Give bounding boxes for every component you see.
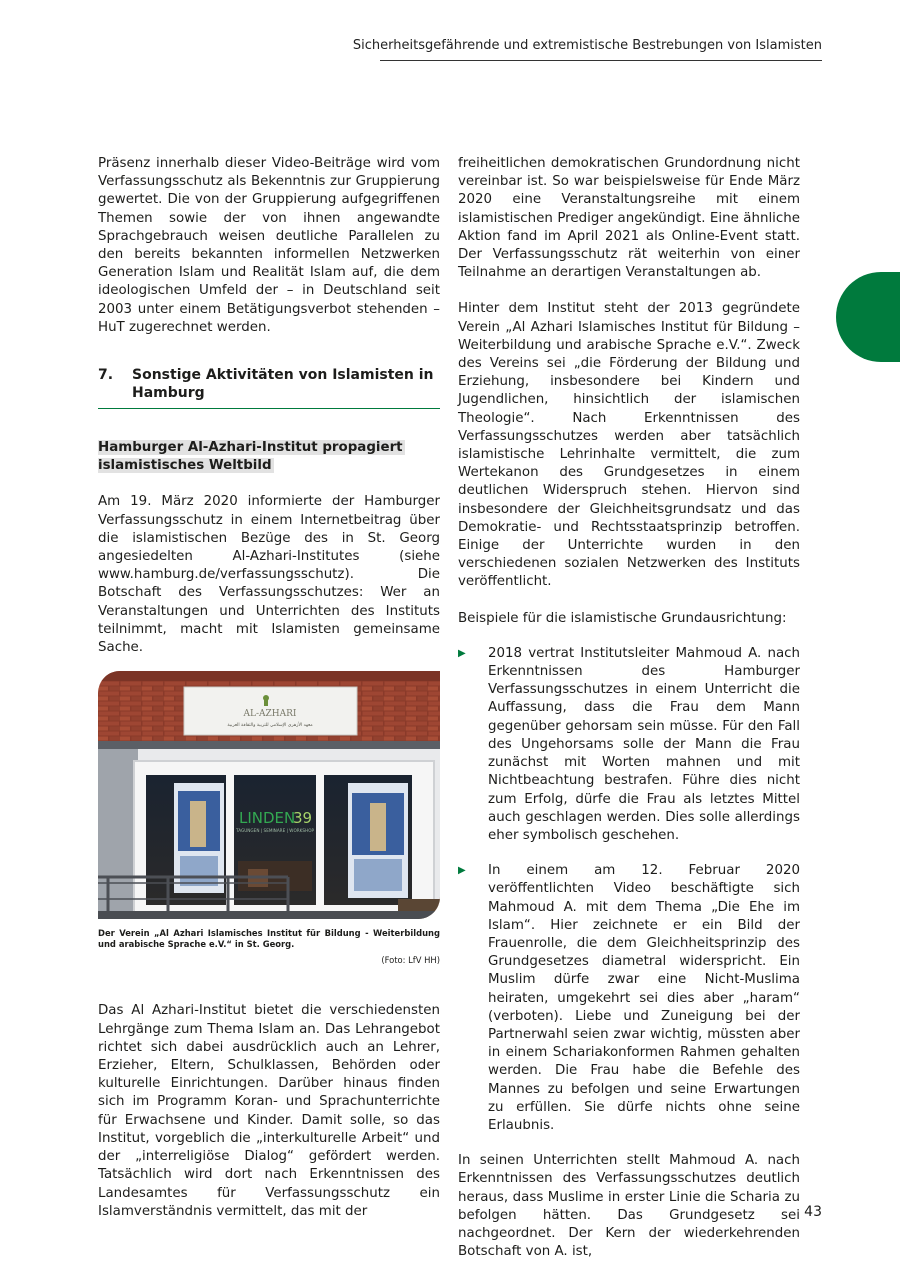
section-title: Sonstige Aktivitäten von Islamisten in Hamburg — [132, 367, 434, 402]
right-paragraph-3: In seinen Unterrichten stellt Mahmoud A. nach Erkenntnissen des Verfassungsschutzes deutlich heraus, dass Muslime in erster Linie die Scharia zu befolgen hätten. Das Grundgesetz sei nachgeordnet. Der Kern der wiederkehrenden Botschaft von A. ist, — [458, 1153, 800, 1260]
subheading — [98, 439, 440, 475]
section-heading — [98, 366, 440, 402]
window-logo-number: 39 — [293, 809, 313, 828]
examples-list — [458, 645, 800, 1135]
triangle-bullet-icon: ▶ — [458, 865, 466, 877]
photo-credit: (Foto: LfV HH) — [381, 955, 440, 966]
photo-caption: Der Verein „Al Azhari Islamisches Institut für Bildung - Weiterbildung und arabische Sprache e.V.“ in St. Georg. — [98, 928, 440, 949]
window-subtitle: TAGUNGEN | SEMINARE | WORKSHOP — [235, 828, 315, 834]
examples-intro: Beispiele für die islamistische Grundausrichtung: — [458, 610, 787, 626]
right-paragraph-1: freiheitlichen demokratischen Grundordnung nicht vereinbar ist. So war beispielsweise für Ende März 2020 eine Veranstaltungsreihe mit einem islamistischen Prediger angekündigt. Eine ähnliche Aktion fand im April 2021 als Online-Event statt. Der Verfassungsschutz rät weiterhin von einer Teilnahme an derartigen Veranstaltungen ab. — [458, 156, 800, 281]
bullet-text: In einem am 12. Februar 2020 veröffentlichten Video beschäftigte sich Mahmoud A. mit dem Thema „Die Ehe im Islam“. Hier zeichnete er ein Bild der Frauenrolle, die dem Gleichheitsprinzip des Grundgesetzes diametral widerspricht. Ein Muslim dürfe zwar eine Nicht-Muslima heiraten, umgekehrt sei dies aber „haram“ (verboten). Liebe und Zuneigung bei der Partnerwahl seien zwar wichtig, müssten aber in einem Schariakonformen Rahmen gehalten werden. Die Frau habe die Befehle des Mannes zu befolgen und seine Erwartungen zu erfüllen. Sie dürfe nichts ohne seine Erlaubnis. — [488, 863, 800, 1133]
page-number: 43 — [804, 1204, 822, 1220]
header-rule — [380, 60, 822, 61]
window-logo: LINDEN — [239, 809, 296, 828]
right-column — [458, 155, 800, 1261]
list-item — [458, 862, 800, 1135]
intro-paragraph: Präsenz innerhalb dieser Video-Beiträge wird vom Verfassungsschutz als Bekenntnis zur Gruppierung gewertet. Die von der Gruppierung aufgegriffenen Themen sowie der von ihnen angewandte Sprachgebrauch weisen deutliche Parallelen zu den bereits bekannten informellen Netzwerken Generation Islam und Realität Islam auf, die dem ideologischen Umfeld der – in Deutschland seit 2003 unter einem Betätigungsverbot stehenden – HuT zugerechnet werden. — [98, 156, 440, 335]
institute-photo — [98, 671, 440, 919]
left-column — [98, 155, 440, 1221]
banner-arabic: معهد الأزهري الإسلامي للتربية والثقافة العربية — [227, 723, 313, 729]
section-rule — [98, 408, 440, 409]
right-paragraph-2: Hinter dem Institut steht der 2013 gegründete Verein „Al Azhari Islamisches Institut für Bildung – Weiterbildung und arabische Sprache e.V.“. Zweck des Vereins sei „die Förderung der Bildung und Erziehung, insbesondere bei Kindern und Jugendlichen, hinsichtlich der islamischen Theologie“. Nach Erkenntnissen des Verfassungsschutzes werden aber tatsächlich islamistische Lehrinhalte vermittelt, die zum Wertekanon des Grundgesetzes in einem deutlichen Widerspruch stehen. Hiervon sind insbesondere der Gleichheitsgrundsatz und das Demokratie- und Rechtsstaatsprinzip betroffen. Einige der Unterrichte wurden in den verschiedenen sozialen Netzwerken des Instituts veröffentlicht. — [458, 301, 800, 590]
list-item — [458, 645, 800, 845]
running-head: Sicherheitsgefährende und extremistische Bestrebungen von Islamisten — [352, 38, 822, 53]
paragraph-2: Am 19. März 2020 informierte der Hamburger Verfassungsschutz in einem Internetbeitrag über die islamistischen Bezüge des in St. Georg angesiedelten Al-Azhari-Institutes (siehe www.hamburg.de/verfassungsschutz). Die Botschaft des Verfassungsschutzes: Wer an Veranstaltungen und Unterrichten des Instituts teilnimmt, macht mit Islamisten gemeinsame Sache. — [98, 494, 440, 656]
paragraph-3: Das Al Azhari-Institut bietet die verschiedensten Lehrgänge zum Thema Islam an. Das Lehrangebot richtet sich dabei ausdrücklich auch an Lehrer, Erzieher, Eltern, Schulklassen, Behörden oder kulturelle Einrichtungen. Darüber hinaus finden sich im Programm Koran- und Sprachunterrichte für Erwachsene und Kinder. Damit solle, so das Institut, vorgeblich die „interkulturelle Arbeit“ und der „interreligiöse Dialog“ gefördert werden. Tatsächlich wird dort nach Erkenntnissen des Landesamtes für Verfassungsschutz ein Islamverständnis vermittelt, das mit der — [98, 1003, 440, 1219]
chapter-tab — [836, 272, 900, 362]
bullet-text: 2018 vertrat Institutsleiter Mahmoud A. nach Erkenntnissen des Hamburger Verfassungsschutzes in einem Unterricht die Auffassung, dass die Frau dem Mann gegenüber gehorsam sein müsse. Für den Fall des Ungehorsams solle der Mann die Frau zunächst mit Worten mahnen und mit Nichtbeachtung bestrafen. Führe dies nicht zum Erfolg, dürfe die Frau als letztes Mittel auch geschlagen werden. Dies solle allerdings eher symbolisch geschehen. — [488, 645, 800, 843]
triangle-bullet-icon: ▶ — [458, 647, 466, 659]
section-number: 7. — [98, 367, 114, 384]
subheading-text: Hamburger Al-Azhari-Institut propagiert islamistisches Weltbild — [98, 440, 403, 474]
banner-title: AL-AZHARI — [243, 709, 297, 720]
